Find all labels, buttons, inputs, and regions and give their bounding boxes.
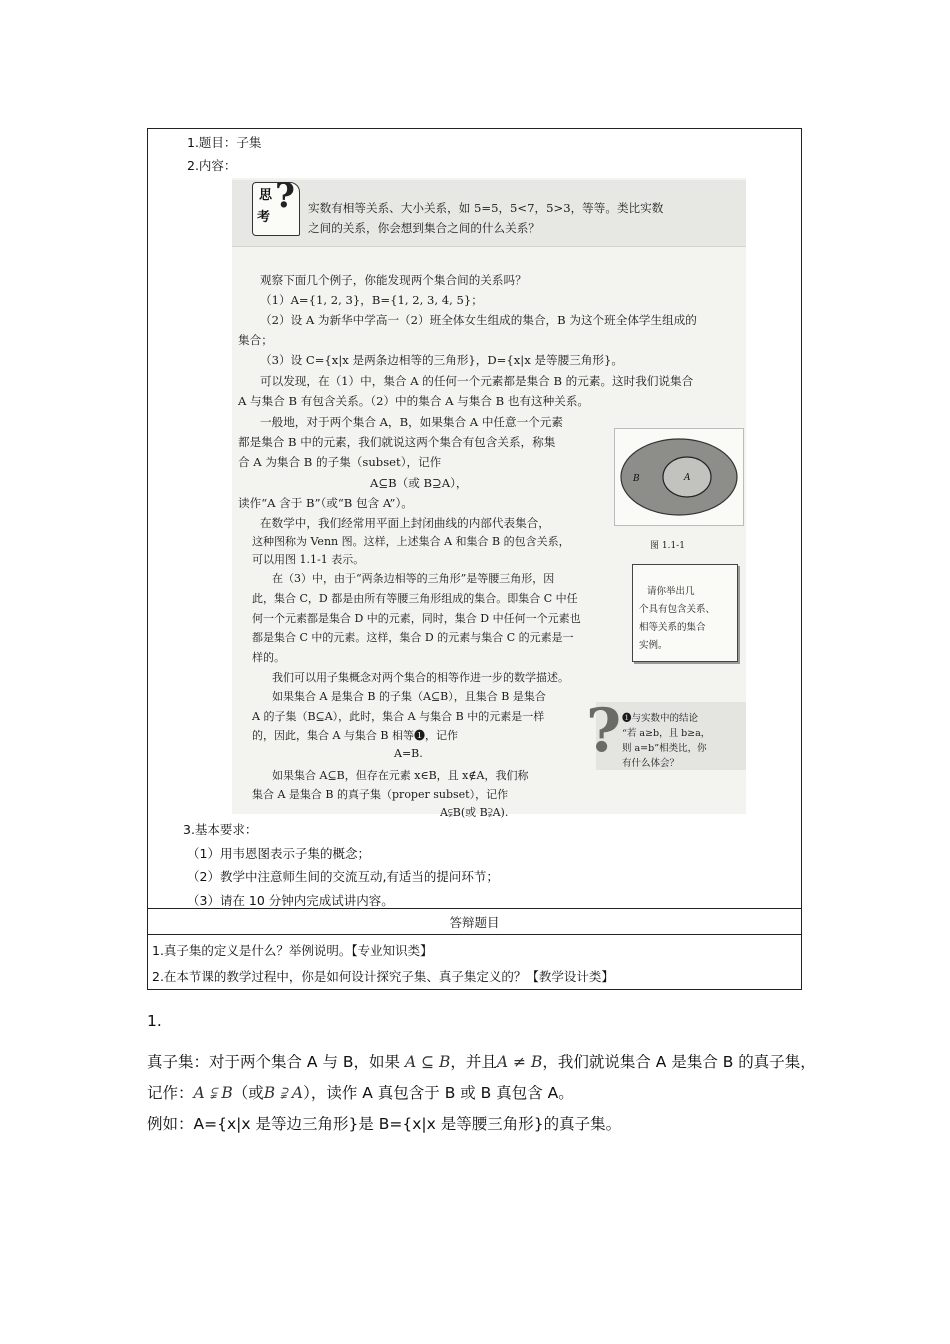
- math-formula: A ⫋ B: [193, 1084, 233, 1102]
- defense-question: 2.在本节课的教学过程中，你是如何设计探究子集、真子集定义的？【教学设计类】: [152, 969, 614, 984]
- answer-line-3: 例如：A={x|x 是等边三角形}是 B={x|x 是等腰三角形}的真子集。: [147, 1115, 622, 1133]
- text-line: A 与集合 B 有包含关系。（2）中的集合 A 与集合 B 也有这种关系。: [238, 394, 590, 408]
- requirement-item: （2）教学中注意师生间的交流互动,有适当的提问环节；: [187, 869, 499, 884]
- tip-line: 有什么体会？: [622, 758, 680, 769]
- tip-line: “若 a≥b，且 b≥a，: [622, 728, 711, 739]
- venn-svg: [615, 429, 743, 525]
- answer-number: 1.: [147, 1012, 162, 1030]
- side-note-line: 个具有包含关系、: [639, 604, 716, 615]
- text-line: 这种图称为 Venn 图。这样，上述集合 A 和集合 B 的包含关系，: [252, 535, 570, 548]
- content-label: 2.内容：: [187, 158, 237, 173]
- requirement-item: （3）请在 10 分钟内完成试讲内容。: [187, 893, 394, 908]
- math-formula: A ≠ B: [496, 1053, 543, 1071]
- answer-line-2: 记作：A ⫋ B（或B ⫌ A），读作 A 真包含于 B 或 B 真包含 A。: [147, 1084, 574, 1102]
- think-box: [232, 176, 746, 247]
- side-note-line: 请你举出几: [647, 586, 695, 597]
- text-line: 一般地，对于两个集合 A，B，如果集合 A 中任意一个元素: [260, 415, 563, 429]
- tip-box: [586, 696, 746, 770]
- text-line: 可以用图 1.1-1 表示。: [252, 553, 365, 566]
- venn-diagram: [614, 428, 744, 526]
- table-divider: [148, 934, 801, 935]
- defense-question: 1.真子集的定义是什么？举例说明。【专业知识类】: [152, 943, 433, 958]
- text-line: 观察下面几个例子，你能发现两个集合间的关系吗？: [260, 273, 527, 287]
- side-note-line: 相等关系的集合: [639, 622, 706, 633]
- tip-line: ❶与实数中的结论: [622, 713, 699, 724]
- think-line: 实数有相等关系、大小关系，如 5=5，5<7，5>3，等等。类比实数: [308, 201, 664, 215]
- text-line: 如果集合 A⊆B，但存在元素 x∈B，且 x∉A，我们称: [272, 769, 529, 782]
- math-formula: A ⊆ B: [404, 1053, 451, 1071]
- defense-header: 答辩题目: [449, 915, 500, 930]
- requirements-title: 3.基本要求：: [183, 822, 258, 837]
- text-line: （3）设 C={x|x 是两条边相等的三角形}，D={x|x 是等腰三角形}。: [260, 353, 623, 367]
- text-line: 都是集合 B 中的元素，我们就说这两个集合有包含关系，称集: [238, 435, 556, 449]
- text-line: A 的子集（B⊆A），此时，集合 A 与集合 B 中的元素是一样: [252, 710, 545, 723]
- tip-line: 则 a=b”相类比，你: [622, 743, 707, 754]
- side-note-card: [632, 564, 738, 662]
- venn-outer-label: B: [633, 474, 640, 484]
- text-line: 我们可以用子集概念对两个集合的相等作进一步的数学描述。: [272, 671, 569, 684]
- text-line: 可以发现，在（1）中，集合 A 的任何一个元素都是集合 B 的元素。这时我们说集合: [260, 374, 694, 388]
- formula-line: A⫋B(或 B⫌A).: [440, 806, 509, 819]
- text-line: 何一个元素都是集合 D 中的元素，同时，集合 D 中任何一个元素也: [252, 612, 581, 625]
- text-line: 此，集合 C，D 都是由所有等腰三角形组成的集合。即集合 C 中任: [252, 592, 578, 605]
- text-line: 都是集合 C 中的元素。这样，集合 D 的元素与集合 C 的元素是一: [252, 631, 574, 644]
- text-line: 在（3）中，由于“两条边相等的三角形”是等腰三角形，因: [272, 572, 555, 585]
- text-line: 合 A 为集合 B 的子集（subset），记作: [238, 455, 442, 469]
- topic-line: 1.题目：子集: [187, 135, 262, 150]
- text-line: 集合 A 是集合 B 的真子集（proper subset），记作: [252, 788, 509, 801]
- math-formula: B ⫌ A: [263, 1084, 304, 1102]
- text-line: （1）A={1, 2, 3}，B={1, 2, 3, 4, 5}；: [260, 293, 483, 307]
- text-line: （2）设 A 为新华中学高一（2）班全体女生组成的集合，B 为这个班全体学生组成的: [260, 313, 697, 327]
- text-line: 读作“A 含于 B”（或“B 包含 A”）。: [238, 496, 413, 510]
- text-line: 的，因此，集合 A 与集合 B 相等❶，记作: [252, 729, 459, 742]
- text-line: 在数学中，我们经常用平面上封闭曲线的内部代表集合，: [260, 516, 550, 530]
- figure-caption: 图 1.1-1: [650, 541, 685, 551]
- question-mark-icon: ?: [275, 176, 295, 216]
- text-line: 样的。: [252, 651, 285, 664]
- text-line: 集合；: [238, 333, 273, 347]
- requirement-item: （1）用韦恩图表示子集的概念；: [187, 846, 370, 861]
- textbook-scan: [232, 176, 746, 819]
- question-mark-icon: ?: [586, 696, 622, 766]
- formula-line: A=B.: [394, 747, 423, 760]
- side-note-line: 实例。: [639, 640, 668, 651]
- text-line: 如果集合 A 是集合 B 的子集（A⊆B），且集合 B 是集合: [272, 690, 546, 703]
- venn-inner-label: A: [684, 473, 691, 483]
- answer-line-1: 真子集：对于两个集合 A 与 B，如果 A ⊆ B，并且A ≠ B，我们就说集合 A 是集合 B 的真子集，: [147, 1053, 816, 1071]
- formula-line: A⊆B（或 B⊇A），: [370, 476, 468, 490]
- think-line: 之间的关系，你会想到集合之间的什么关系？: [308, 221, 540, 235]
- think-icon: 思 考 ?: [252, 182, 300, 236]
